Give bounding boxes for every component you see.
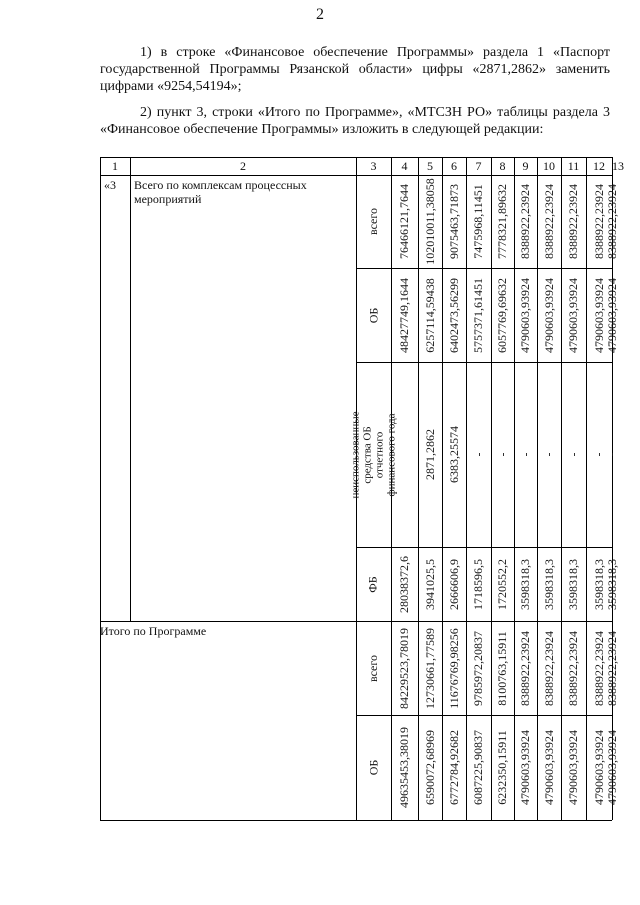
table-bottom-border xyxy=(100,820,612,821)
value-text: 4790603,93924 xyxy=(604,277,619,353)
value-text: 6057769,69632 xyxy=(495,277,509,353)
value-text: 4790603,93924 xyxy=(518,277,532,353)
value-cell xyxy=(561,268,586,362)
value-cell xyxy=(491,268,514,362)
section-label-5 xyxy=(356,621,391,715)
value-cell xyxy=(514,268,537,362)
value-text: 8388922,23924 xyxy=(566,630,580,706)
value-cell xyxy=(514,715,537,820)
value-cell xyxy=(561,621,586,715)
value-text: 1720552,2 xyxy=(495,558,509,610)
value-text: - xyxy=(518,452,532,457)
value-text: - xyxy=(566,452,580,457)
value-text: 4790603,93924 xyxy=(541,730,556,805)
section-label-text: неиспользованные средства ОБ отчетного финансового года xyxy=(349,410,398,499)
section-label-1 xyxy=(356,175,391,268)
value-cell xyxy=(537,621,561,715)
column-number-12: 12 xyxy=(593,158,605,173)
value-text: 4790603,93924 xyxy=(566,730,580,805)
value-text: 8388922,23924 xyxy=(518,630,532,706)
value-cell xyxy=(391,268,418,362)
value-text: 6232350,15911 xyxy=(495,730,509,805)
section-label-text: всего xyxy=(366,207,380,236)
value-text: 6772784,92682 xyxy=(446,730,461,805)
value-text: 4790603,93924 xyxy=(604,730,619,805)
value-text: 6402473,56299 xyxy=(446,277,461,353)
column-rule xyxy=(130,157,131,621)
value-cell xyxy=(418,362,442,547)
value-cell xyxy=(442,547,466,621)
value-cell xyxy=(561,362,586,547)
value-cell xyxy=(537,175,561,268)
table-left-border xyxy=(100,157,101,820)
value-text: 3598318,3 xyxy=(541,558,556,610)
value-text: - xyxy=(604,452,619,457)
value-text: 5757371,61451 xyxy=(471,277,485,353)
value-text: 8388922,23924 xyxy=(518,184,532,259)
amendment-paragraph-1-text: 1) в строке «Финансовое обеспечение Программы» раздела 1 «Паспорт государственной Программы Рязанской области» цифры «2871,2862» заменить цифрами «9254,54194»; xyxy=(100,45,610,94)
value-cell xyxy=(561,175,586,268)
value-cell xyxy=(442,175,466,268)
column-number-11: 11 xyxy=(567,158,580,173)
value-text: 7778321,89632 xyxy=(495,184,509,259)
value-cell xyxy=(442,362,466,547)
section-label-text: ФБ xyxy=(366,575,380,593)
value-text: - xyxy=(591,452,606,457)
value-cell xyxy=(418,547,442,621)
value-text: 11676769,98256 xyxy=(446,627,461,709)
value-text: 2666606,9 xyxy=(446,558,461,610)
value-cell xyxy=(418,175,442,268)
value-text: 4790603,93924 xyxy=(591,730,606,805)
column-number-7: 7 xyxy=(475,158,482,173)
value-text: 8388922,23924 xyxy=(604,184,619,259)
row-title-program-total: Итого по Программе xyxy=(100,624,207,638)
value-cell xyxy=(466,362,491,547)
value-cell xyxy=(561,547,586,621)
value-cell xyxy=(391,175,418,268)
value-cell xyxy=(514,175,537,268)
value-text: 4790603,93924 xyxy=(541,277,556,353)
column-number-5: 5 xyxy=(427,158,433,173)
value-text: 9075463,71873 xyxy=(446,184,461,259)
value-text: 49635453,38019 xyxy=(397,727,411,808)
value-cell xyxy=(391,547,418,621)
section-label-6 xyxy=(356,715,391,820)
value-text: 4790603,93924 xyxy=(518,730,532,805)
value-cell xyxy=(418,268,442,362)
value-cell xyxy=(442,621,466,715)
row-separator xyxy=(100,621,356,622)
value-text: 6383,25574 xyxy=(446,426,461,483)
value-text: 3598318,3 xyxy=(591,558,606,610)
value-text: 28038372,6 xyxy=(397,555,411,613)
section-label-4 xyxy=(356,547,391,621)
row-marker: «3 xyxy=(104,178,116,192)
value-cell xyxy=(491,362,514,547)
value-text: 4790603,93924 xyxy=(591,277,606,353)
value-cell xyxy=(491,715,514,820)
value-text: 2871,2862 xyxy=(422,429,437,480)
column-number-4: 4 xyxy=(401,158,408,173)
value-text: - xyxy=(495,452,509,457)
financing-table xyxy=(100,157,624,823)
value-text: 8388922,23924 xyxy=(591,184,606,259)
column-number-6: 6 xyxy=(451,158,457,173)
value-cell xyxy=(391,621,418,715)
value-text: 3941025,5 xyxy=(422,558,437,610)
section-label-text: ОБ xyxy=(366,759,380,776)
value-text: 102010011,38058 xyxy=(422,178,437,265)
value-cell xyxy=(537,715,561,820)
value-text: 8100763,15911 xyxy=(495,630,509,706)
value-cell xyxy=(391,362,418,547)
value-cell xyxy=(514,362,537,547)
value-text: 3598318,3 xyxy=(518,558,532,610)
value-text: 3598318,3 xyxy=(566,558,580,610)
value-cell xyxy=(466,547,491,621)
value-text: - xyxy=(541,452,556,457)
column-number-13: 13 xyxy=(612,158,624,173)
column-number-3: 3 xyxy=(370,158,377,173)
value-text: 48427749,1644 xyxy=(397,277,411,353)
amendment-paragraph-2-text: 2) пункт 3, строки «Итого по Программе», «МТСЗН РО» таблицы раздела 3 «Финансовое обеспечение Программы» изложить в следующей редакции: xyxy=(100,105,610,137)
value-text: 8388922,23924 xyxy=(566,184,580,259)
value-cell xyxy=(514,621,537,715)
value-cell xyxy=(514,547,537,621)
section-label-text: ОБ xyxy=(366,307,380,323)
value-cell xyxy=(491,175,514,268)
section-label-2 xyxy=(356,268,391,362)
value-text: 8388922,23924 xyxy=(541,184,556,259)
section-label-text: всего xyxy=(366,654,380,682)
value-cell xyxy=(537,547,561,621)
value-cell xyxy=(442,268,466,362)
value-cell xyxy=(537,362,561,547)
value-text: 6590072,68969 xyxy=(422,730,437,805)
value-cell xyxy=(466,715,491,820)
value-text: 4790603,93924 xyxy=(566,277,580,353)
value-cell xyxy=(442,715,466,820)
amendment-paragraph-1 xyxy=(100,44,610,95)
column-number-10: 10 xyxy=(543,158,555,173)
row-title-complexes: Всего по комплексам процессных мероприятий xyxy=(134,178,307,206)
value-text: 76466121,7644 xyxy=(397,184,411,259)
value-cell xyxy=(491,547,514,621)
value-text: 8388922,23924 xyxy=(591,630,606,706)
value-text: - xyxy=(471,452,485,457)
column-number-9: 9 xyxy=(522,158,529,173)
section-label-3 xyxy=(349,362,398,547)
column-number-8: 8 xyxy=(499,158,506,173)
value-text: 6257114,59438 xyxy=(422,277,437,353)
value-cell xyxy=(418,621,442,715)
value-cell xyxy=(466,621,491,715)
value-cell xyxy=(537,268,561,362)
value-cell xyxy=(466,268,491,362)
value-cell xyxy=(391,715,418,820)
value-text: 84229523,78019 xyxy=(397,627,411,709)
value-text: 12730661,77589 xyxy=(422,627,437,709)
value-cell xyxy=(418,715,442,820)
value-text: 1718596,5 xyxy=(471,558,485,610)
column-number-1: 1 xyxy=(112,158,118,173)
amendment-paragraph-2 xyxy=(100,104,610,138)
value-cell xyxy=(466,175,491,268)
column-number-2: 2 xyxy=(240,158,246,173)
page-number: 2 xyxy=(316,6,324,23)
value-text: 8388922,23924 xyxy=(604,630,619,706)
value-cell xyxy=(561,715,586,820)
value-text: 6087225,90837 xyxy=(471,730,485,805)
value-text: 9785972,20837 xyxy=(471,630,485,706)
value-cell xyxy=(491,621,514,715)
value-text: 7475968,11451 xyxy=(471,184,485,259)
value-text: 3598318,3 xyxy=(604,558,619,610)
value-text: 8388922,23924 xyxy=(541,630,556,706)
